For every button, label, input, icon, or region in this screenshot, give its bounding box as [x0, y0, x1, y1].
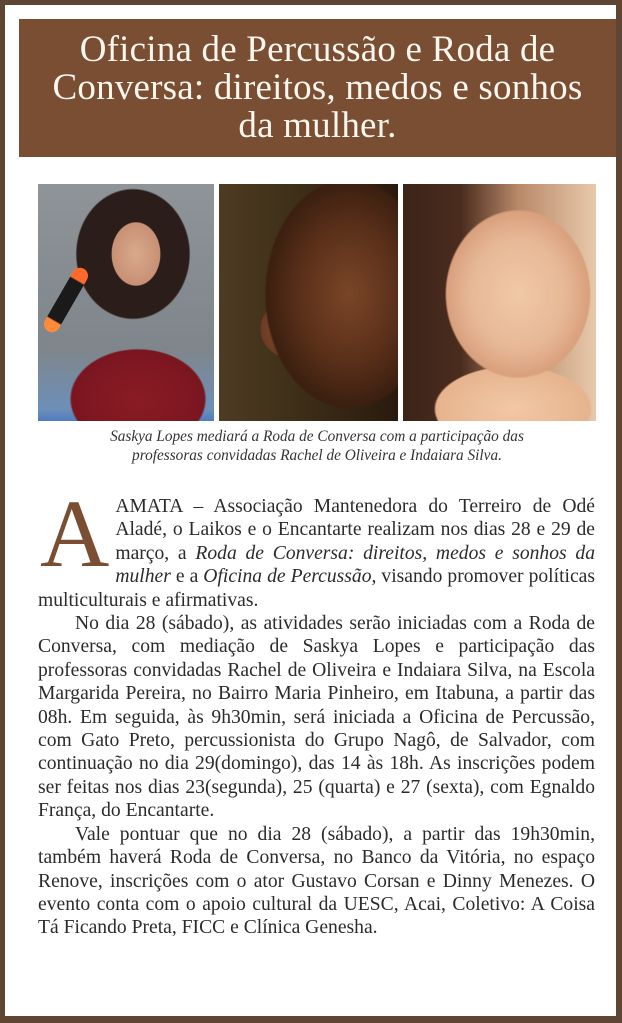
paragraph-2: No dia 28 (sábado), as atividades serão iniciadas com a Roda de Conversa, com mediação de Saskya Lopes e participação das professoras convidadas Rachel de Oliveira e Indaiara Silva, na Escola Margarida Pereira, no Bairro Maria Pinheiro, em Itabuna, a partir das 08h. Em seguida, às 9h30min, será iniciada a Oficina de Percussão, com Gato Preto, percussionista do Grupo Nagô, de Salvador, com continuação no dia 29(domingo), das 14 às 18h. As inscrições podem ser feitas nos dias 23(segunda), 25 (quarta) e 27 (sexta), com Egnaldo França, do Encantarte.: [38, 613, 595, 822]
drop-cap: A: [40, 480, 110, 587]
photo-caption: [38, 427, 596, 465]
caption-line-2: professoras convidadas Rachel de Oliveira e Indaiara Silva.: [132, 447, 502, 464]
paragraph-1-text-b: e a: [170, 566, 204, 588]
paragraph-1-text-c: visando promover políticas multiculturais e afirmativas.: [38, 566, 595, 611]
title-banner: [19, 19, 616, 157]
photo-saskya-lopes: [38, 184, 214, 421]
paragraph-3: Vale pontuar que no dia 28 (sábado), a partir das 19h30min, também haverá Roda de Conversa, no Banco da Vitória, no espaço Renove, inscrições com o ator Gustavo Corsan e Dinny Menezes. O evento conta com o apoio cultural da UESC, Acai, Coletivo: A Coisa Tá Ficando Preta, FICC e Clínica Genesha.: [38, 823, 595, 939]
article-body: [38, 480, 595, 940]
photo-indaiara-silva: [403, 184, 596, 421]
microphone-icon: [41, 265, 91, 335]
caption-line-1: Saskya Lopes mediará a Roda de Conversa com a participação das: [110, 428, 524, 445]
event-name-oficina: Oficina de Percussão,: [203, 566, 377, 588]
paragraph-1-text-a: AMATA – Associação Mantenedora do Terreiro de Odé Aladé, o Laikos e o Encantarte realizam nos dias 28 e 29 de março, a: [115, 496, 595, 564]
event-name-roda: Roda de Conversa: direitos, medos e sonhos da mulher: [115, 542, 595, 588]
page-title: Oficina de Percussão e Roda de Conversa: direitos, medos e sonhos da mulher.: [52, 29, 583, 146]
photo-rachel-de-oliveira: [219, 184, 398, 421]
paragraph-1: [38, 480, 595, 612]
